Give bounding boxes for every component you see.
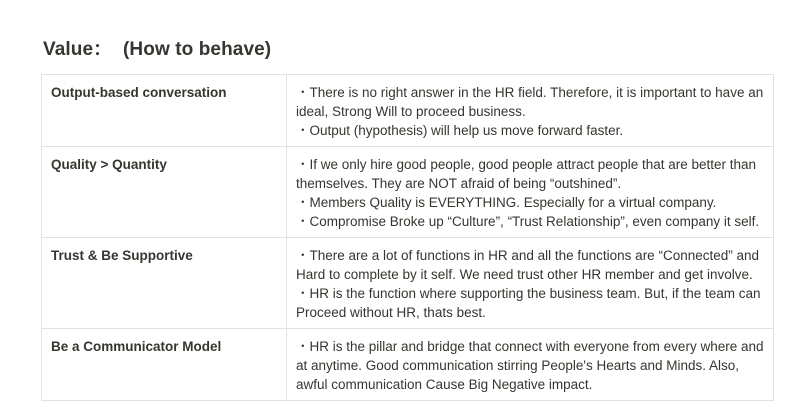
description-line: ・Compromise Broke up “Culture”, “Trust Relationship”, even company it self.	[296, 214, 760, 229]
description-line: ・There is no right answer in the HR field. Therefore, it is important to have an ideal, Strong Will to proceed business.	[296, 85, 764, 119]
values-table	[41, 74, 774, 401]
description-line: ・Output (hypothesis) will help us move forward faster.	[296, 123, 624, 138]
description-line: ・HR is the function where supporting the business team. But, if the team can Proceed without HR, thats best.	[296, 286, 761, 320]
description-line: ・If we only hire good people, good people attract people that are better than themselves. They are NOT afraid of being “outshined”.	[296, 157, 757, 191]
value-name: Be a Communicator Model	[42, 329, 287, 401]
table-row	[42, 75, 774, 147]
value-description	[287, 329, 774, 401]
value-name: Trust & Be Supportive	[42, 238, 287, 329]
table-row	[42, 238, 774, 329]
value-description	[287, 238, 774, 329]
table-row	[42, 329, 774, 401]
description-line: ・Members Quality is EVERYTHING. Especially for a virtual company.	[296, 195, 717, 210]
value-name: Output-based conversation	[42, 75, 287, 147]
page-title: Value： (How to behave)	[43, 39, 272, 60]
value-description	[287, 75, 774, 147]
value-name: Quality > Quantity	[42, 147, 287, 238]
table-row	[42, 147, 774, 238]
value-description	[287, 147, 774, 238]
description-line: ・There are a lot of functions in HR and all the functions are “Connected” and Hard to complete by it self. We need trust other HR member and get involve.	[296, 248, 760, 282]
description-line: ・HR is the pillar and bridge that connect with everyone from every where and at anytime. Good communication stirring People's Hearts and Minds. Also, awful communication Cause Big Negative impact.	[296, 339, 764, 392]
